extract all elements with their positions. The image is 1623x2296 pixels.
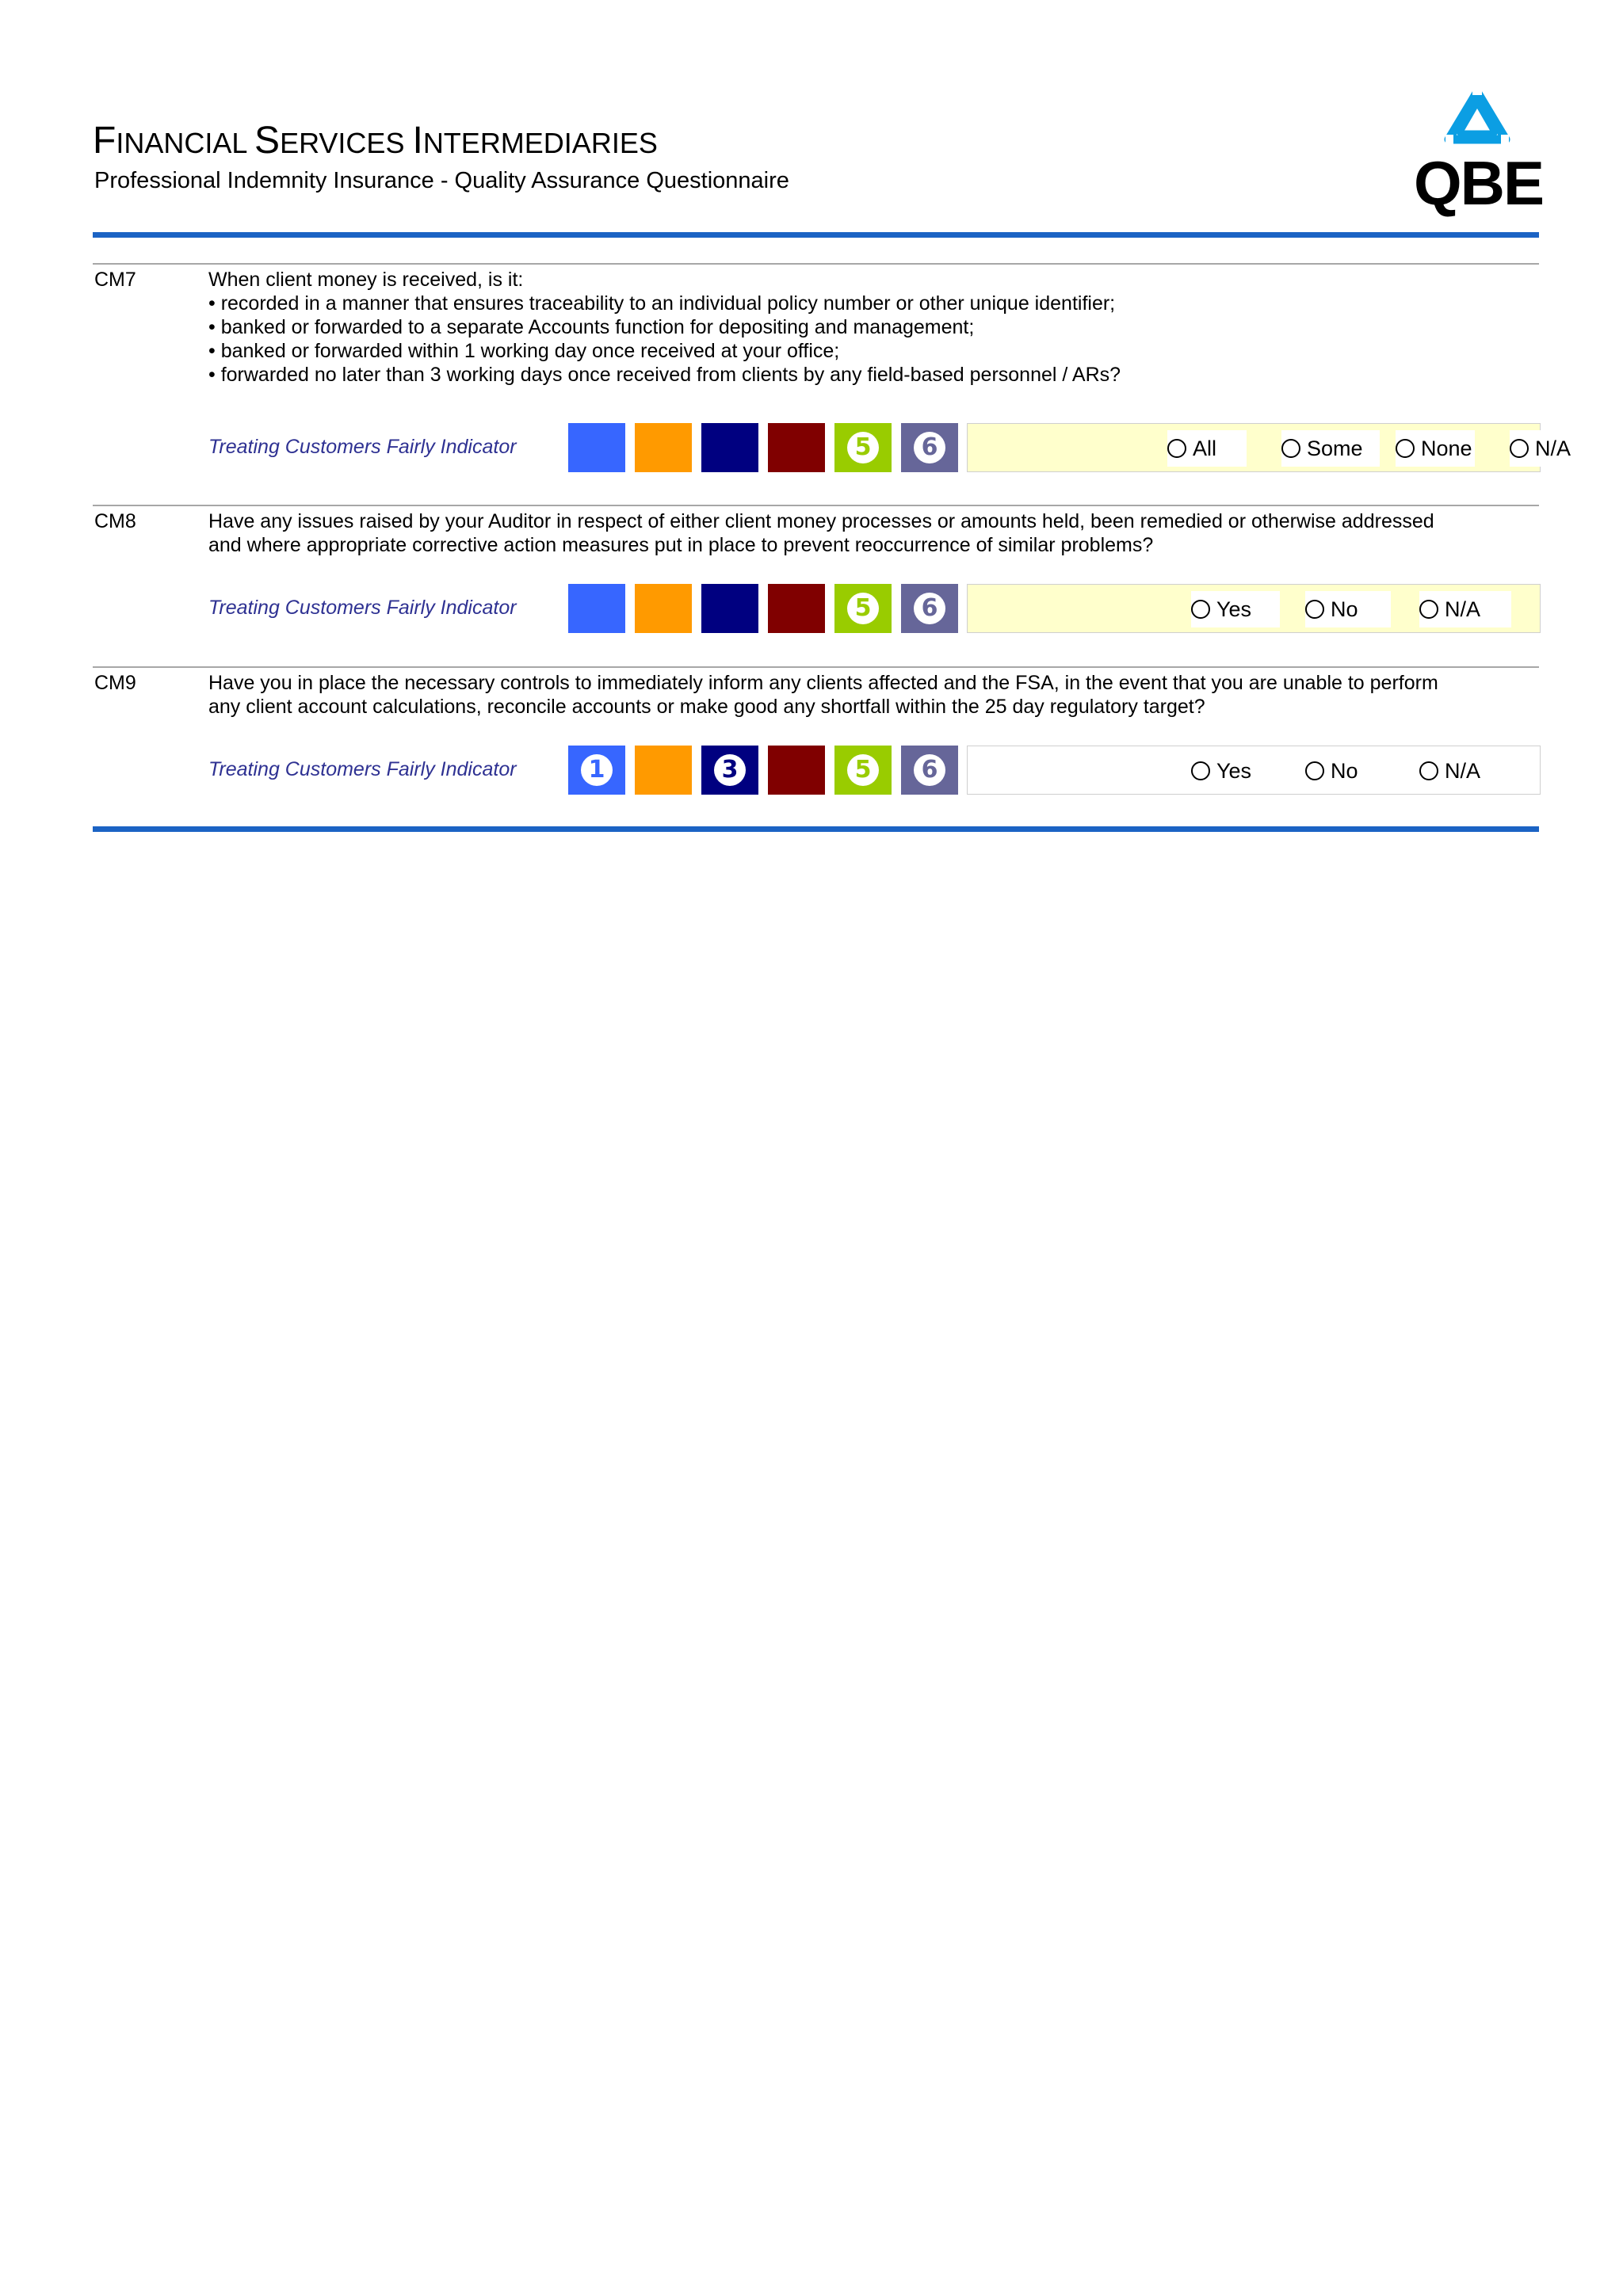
indicator-square-4: [768, 584, 825, 633]
indicator-square-6: [901, 746, 958, 795]
footer-divider: [93, 826, 1539, 832]
tcf-label: Treating Customers Fairly Indicator: [208, 436, 517, 458]
radio-option-none[interactable]: [1396, 430, 1475, 467]
radio-option-na[interactable]: [1419, 753, 1511, 789]
indicator-square-3: [701, 746, 758, 795]
indicator-square-5: [834, 746, 892, 795]
option-label: No: [1331, 597, 1358, 621]
tcf-label: Treating Customers Fairly Indicator: [208, 597, 517, 619]
page-subtitle: Professional Indemnity Insurance - Quality Assurance Questionnaire: [94, 168, 789, 193]
indicator-square-6: [901, 584, 958, 633]
question-code: CM8: [94, 510, 136, 532]
option-label: No: [1331, 758, 1358, 783]
indicator-square-3: [701, 423, 758, 472]
indicator-number-1: 1: [581, 754, 613, 786]
question-divider: [93, 666, 1539, 668]
question-code: CM7: [94, 269, 136, 291]
option-label: N/A: [1445, 597, 1481, 621]
indicator-number-6: 6: [914, 593, 945, 624]
question-line: any client account calculations, reconcile accounts or make good any shortfall within the 25 day regulatory target?: [208, 696, 1205, 718]
radio-icon: [1191, 600, 1210, 619]
indicator-number-5: 5: [847, 754, 879, 786]
title-initial: S: [254, 120, 281, 162]
indicator-number-5: 5: [847, 593, 879, 624]
question-line: • forwarded no later than 3 working days once received from clients by any field-based personnel / ARs?: [208, 364, 1121, 386]
title-word: ERVICES: [280, 127, 413, 159]
radio-icon: [1396, 439, 1415, 458]
option-label: None: [1421, 436, 1472, 460]
question-divider: [93, 263, 1539, 265]
question-line: When client money is received, is it:: [208, 269, 524, 291]
question-line: Have any issues raised by your Auditor in respect of either client money processes or amounts held, been remedied or otherwise addressed: [208, 510, 1434, 532]
option-label: All: [1193, 436, 1217, 460]
question-line: • recorded in a manner that ensures traceability to an individual policy number or other unique identifier;: [208, 292, 1116, 315]
radio-icon: [1191, 761, 1210, 780]
indicator-square-5: [834, 584, 892, 633]
question-line: • banked or forwarded within 1 working day once received at your office;: [208, 340, 840, 362]
radio-icon: [1305, 600, 1324, 619]
title-initial: F: [93, 120, 116, 162]
indicator-square-1: [568, 584, 625, 633]
radio-option-some[interactable]: [1281, 430, 1380, 467]
option-label: N/A: [1445, 758, 1481, 783]
option-label: Some: [1307, 436, 1363, 460]
question-text: [208, 671, 1540, 719]
page-title: [93, 122, 658, 160]
option-label: Yes: [1216, 597, 1252, 621]
indicator-square-2: [635, 584, 692, 633]
indicator-square-2: [635, 423, 692, 472]
indicator-square-4: [768, 423, 825, 472]
question-line: • banked or forwarded to a separate Accounts function for depositing and management;: [208, 316, 975, 338]
indicator-square-6: [901, 423, 958, 472]
question-line: and where appropriate corrective action measures put in place to prevent reoccurrence of similar problems?: [208, 534, 1154, 556]
document-header: [93, 119, 1544, 238]
indicator-square-3: [701, 584, 758, 633]
tcf-indicator-row: [93, 584, 1539, 633]
indicator-square-1: [568, 746, 625, 795]
header-divider: [93, 232, 1539, 238]
tcf-indicator-row: [93, 746, 1539, 795]
radio-option-all[interactable]: [1167, 430, 1247, 467]
question-text: [208, 268, 1540, 387]
question-code: CM9: [94, 672, 136, 694]
radio-icon: [1305, 761, 1324, 780]
radio-option-yes[interactable]: [1191, 753, 1280, 789]
question-text: [208, 509, 1540, 557]
tcf-indicator-row: [93, 423, 1571, 472]
indicator-square-5: [834, 423, 892, 472]
indicator-square-2: [635, 746, 692, 795]
logo-wordmark: QBE: [1414, 148, 1544, 218]
radio-icon: [1167, 439, 1186, 458]
radio-icon: [1419, 761, 1438, 780]
radio-option-no[interactable]: [1305, 591, 1391, 627]
option-label: Yes: [1216, 758, 1252, 783]
indicator-number-3: 3: [714, 754, 746, 786]
question-line: Have you in place the necessary controls to immediately inform any clients affected and the FSA, in the event that you are unable to perform: [208, 672, 1438, 694]
radio-option-no[interactable]: [1305, 753, 1391, 789]
radio-icon: [1281, 439, 1300, 458]
title-word: NTERMEDIARIES: [422, 127, 658, 159]
tcf-label: Treating Customers Fairly Indicator: [208, 758, 517, 780]
indicator-number-6: 6: [914, 432, 945, 463]
radio-icon: [1419, 600, 1438, 619]
answer-field: [967, 423, 1571, 472]
title-initial: I: [412, 120, 423, 162]
radio-option-yes[interactable]: [1191, 591, 1280, 627]
indicator-number-5: 5: [847, 432, 879, 463]
question-divider: [93, 505, 1539, 506]
radio-option-na[interactable]: [1419, 591, 1511, 627]
radio-option-na[interactable]: [1510, 430, 1602, 467]
answer-field: [967, 746, 1541, 795]
indicator-square-4: [768, 746, 825, 795]
indicator-number-6: 6: [914, 754, 945, 786]
answer-field: [967, 584, 1541, 633]
indicator-square-1: [568, 423, 625, 472]
option-label: N/A: [1535, 436, 1571, 460]
radio-icon: [1510, 439, 1529, 458]
title-word: INANCIAL: [116, 127, 255, 159]
